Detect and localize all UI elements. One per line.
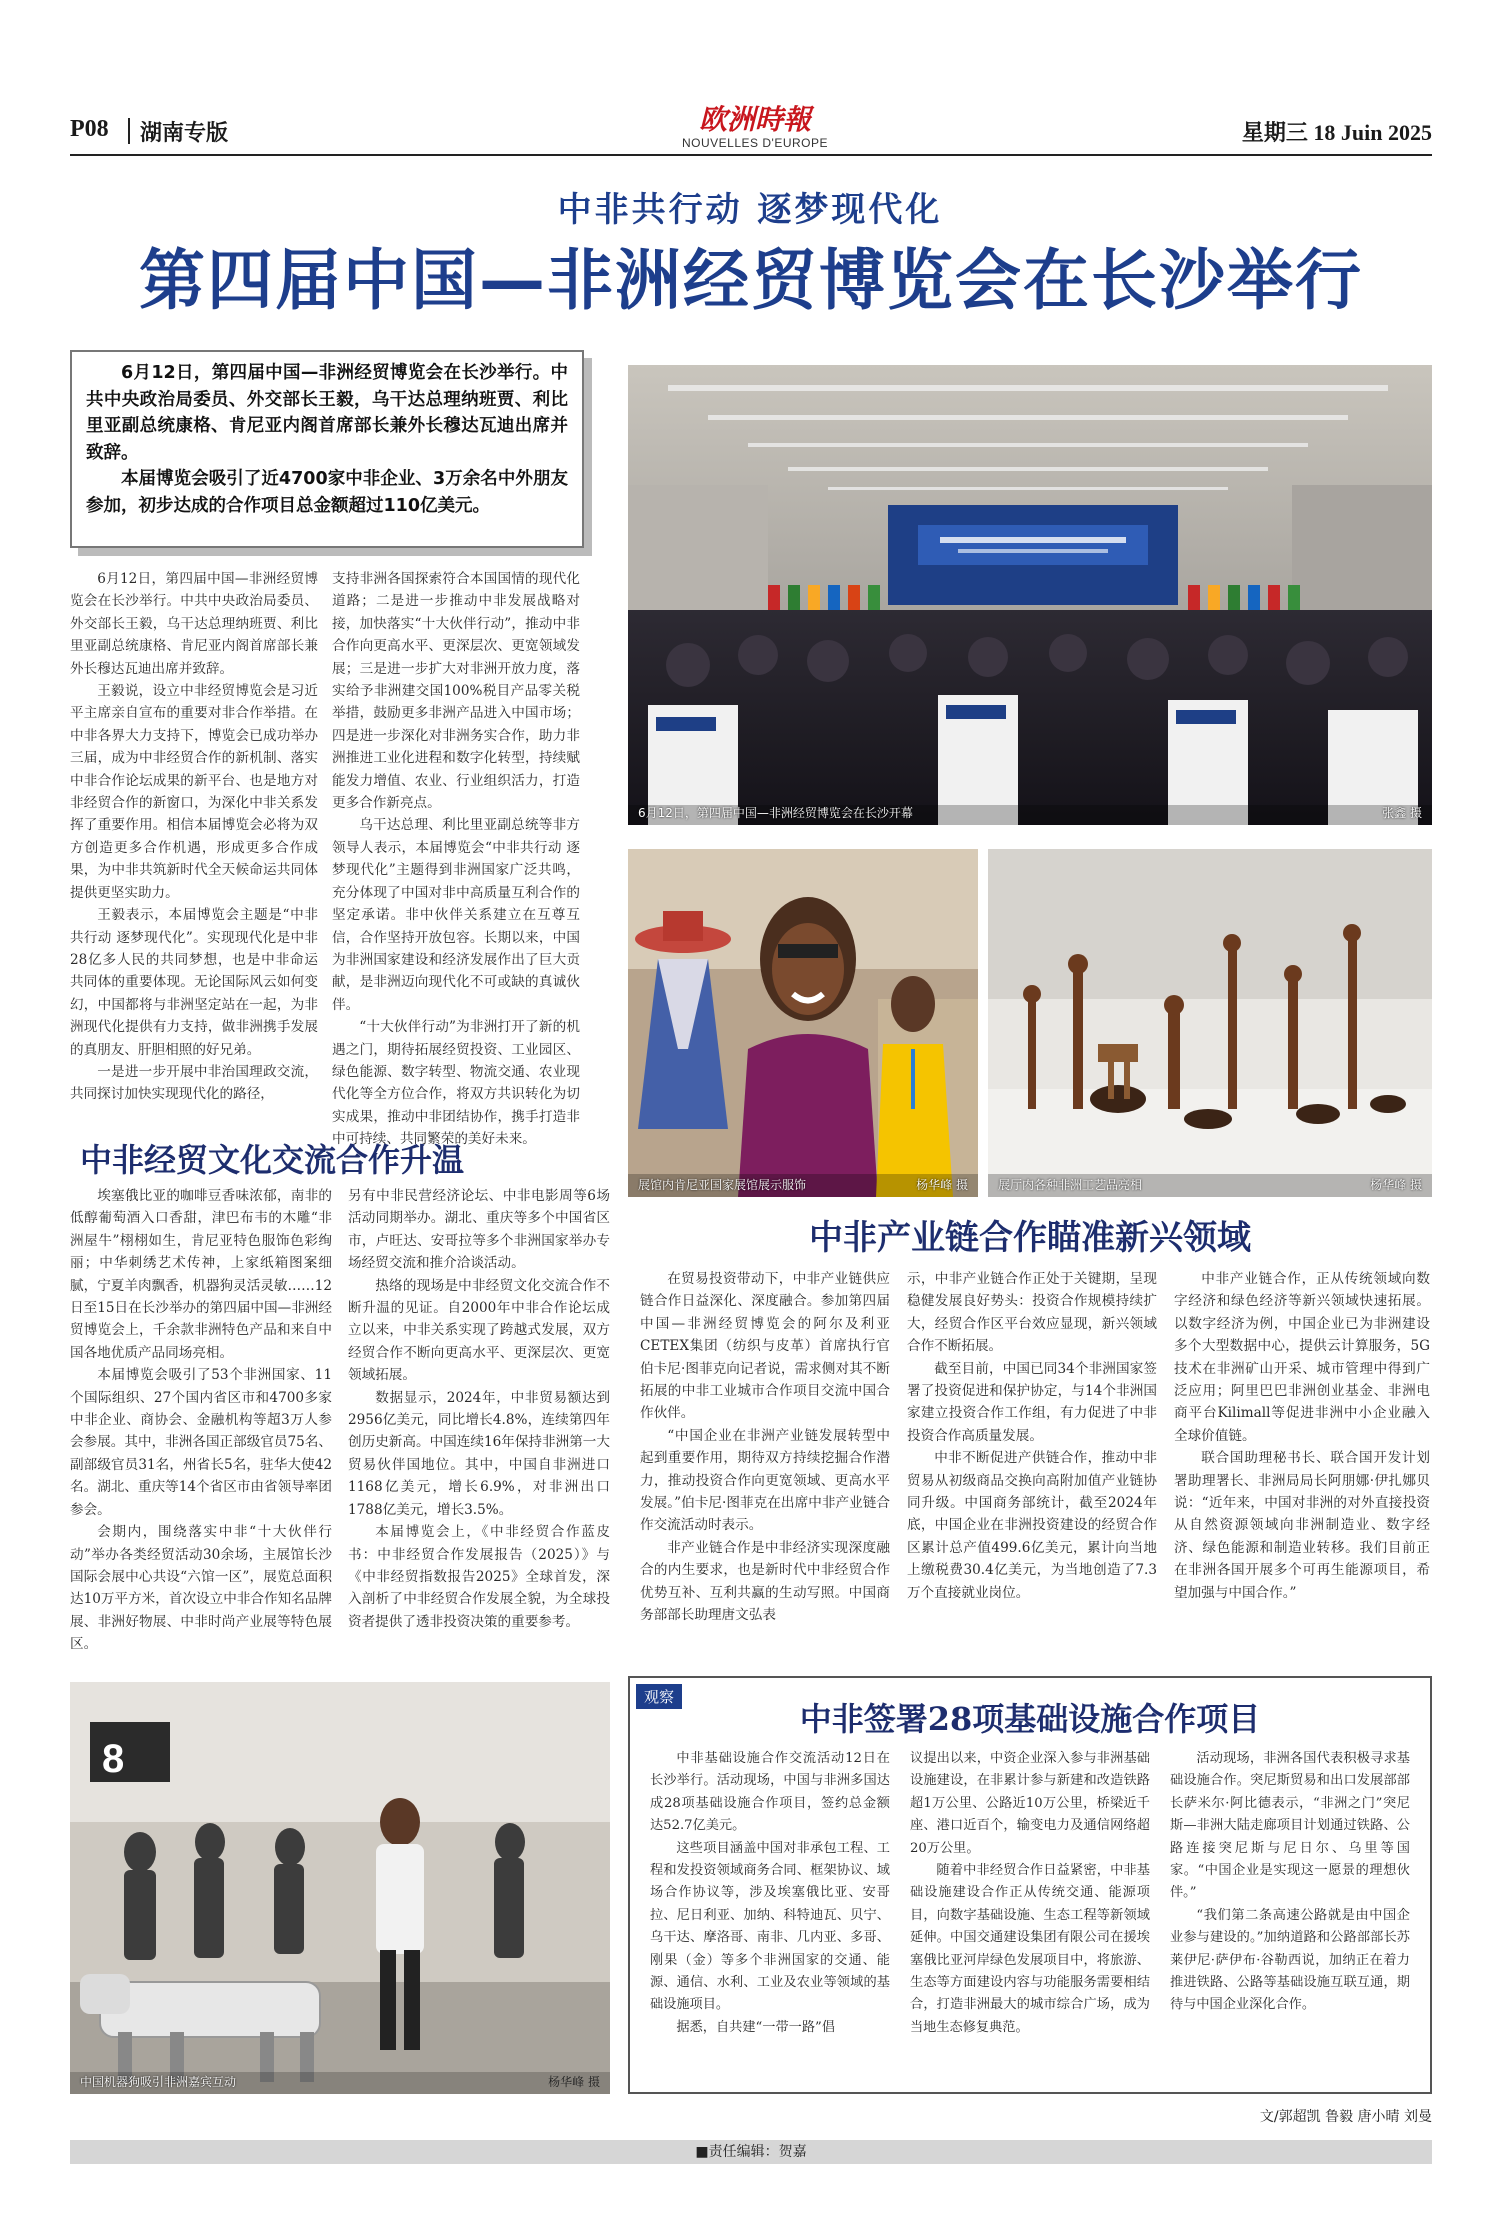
page-header (70, 103, 1432, 152)
header-divider (128, 118, 130, 144)
paragraph: 联合国助理秘书长、联合国开发计划署助理署长、非洲局局长阿朋娜·伊扎娜贝说：“近年来，中国对非洲的对外直接投资从自然资源领域向非洲制造业、数字经济、绿色能源和制造业转移。我们目前正在非洲各国开展多个可再生能源项目，希望加强与中国合作。” (1174, 1450, 1430, 1601)
lead-paragraph-2: 本届博览会吸引了近4700家中非企业、3万余名中外朋友参加，初步达成的合作项目总金额超过110亿美元。 (86, 469, 568, 516)
photo-credit: 杨华峰 摄 (548, 2075, 600, 2089)
paragraph: 非产业链合作是中非经济实现深度融合的内生要求，也是新时代中非经贸合作优势互补、互利共赢的生动写照。中国商务部部长助理唐文弘表 (640, 1539, 890, 1624)
main-article-col1 (70, 568, 318, 1130)
paragraph: 数据显示，2024年，中非贸易额达到2956亿美元，同比增长4.8%，连续第四年创历史新高。中国连续16年保持非洲第一大贸易伙伴国地位。其中，中国自非洲进口1168亿美元，增长6.9%，对非洲出口1788亿美元，增长3.5%。 (348, 1389, 610, 1518)
box-col1 (650, 1748, 890, 2088)
paragraph: 本届博览会吸引了53个非洲国家、11个国际组织、27个国内省区市和4700多家中非企业、商协会、金融机构等超3万人参会参展。其中，非洲各国正部级官员75名、副部级官员31名，州省长5名，驻华大使42名。湖北、重庆等14个省区市由省领导率团参会。 (70, 1367, 332, 1518)
page-number: P08 (70, 116, 109, 142)
photo-credit: 张鑫 摄 (1382, 806, 1422, 820)
paragraph: 活动现场，非洲各国代表积极寻求基础设施合作。突尼斯贸易和出口发展部部长萨米尔·阿比德表示，“非洲之门”突尼斯—非洲大陆走廊项目计划通过铁路、公路连接突尼斯与尼日尔、乌里等国家。“中国企业是实现这一愿景的理想伙伴。” (1170, 1751, 1410, 1901)
wood-carvings-image (988, 849, 1432, 1197)
box-title: 中非签署28项基础设施合作项目 (799, 1700, 1261, 1738)
main-article-col2 (332, 568, 580, 1148)
paragraph: 支持非洲各国探索符合本国国情的现代化道路；二是进一步推动中非发展战略对接，加快落实“十大伙伴行动”，推动中非合作向更高水平、更深层次、更宽领域发展；三是进一步扩大对非洲开放力度，落实给予非洲建交国100%税目产品零关税举措，鼓励更多非洲产品进入中国市场；四是进一步深化对非洲务实合作，助力非洲推进工业化进程和数字化转型，持续赋能发力增值、农业、行业组织活力，打造更多合作新亮点。 (332, 571, 580, 812)
editor-credit: ■责任编辑：贺嘉 (695, 2144, 807, 2160)
paragraph: “中国企业在非洲产业链发展转型中起到重要作用，期待双方持续挖掘合作潜力，推动投资合作向更宽领域、更高水平发展。”伯卡尼·图菲克在出席中非产业链合作交流活动时表示。 (640, 1427, 890, 1534)
paragraph: 示，中非产业链合作正处于关键期，呈现稳健发展良好势头：投资合作规模持续扩大，经贸合作区平台效应显现，新兴领域合作不断拓展。 (907, 1271, 1157, 1355)
photo-caption: 展厅内各种非洲工艺品亮相 (998, 1178, 1143, 1192)
section-name: 湖南专版 (140, 121, 229, 146)
section3-col2 (907, 1268, 1157, 1656)
paragraph: 中非不断促进产供链合作，推动中非贸易从初级商品交换向高附加值产业链协同升级。中国商务部统计，截至2024年底，中国企业在非洲投资建设的经贸合作区累计总产值499.6亿美元，累计向当地上缴税费30.4亿美元，为当地创造了7.3万个直接就业岗位。 (907, 1450, 1157, 1601)
box-tag: 观察 (636, 1684, 682, 1709)
paragraph: 截至目前，中国已同34个非洲国家签署了投资促进和保护协定，与14个非洲国家建立投资合作工作组，有力促进了中非投资合作高质量发展。 (907, 1360, 1157, 1444)
photo-credit: 杨华峰 摄 (1370, 1178, 1422, 1192)
masthead-logo (670, 104, 840, 150)
section-title-trade-culture: 中非经贸文化交流合作升温 (80, 1141, 465, 1179)
photo-credit: 杨华峰 摄 (916, 1178, 968, 1192)
kenya-booth-photo (628, 849, 978, 1197)
section2-col1 (70, 1185, 332, 1653)
robot-dog-photo (70, 1682, 610, 2094)
paragraph: 本届博览会上，《中非经贸合作蓝皮书：中非经贸合作发展报告（2025）》与《中非经贸指数报告2025》全球首发，深入剖析了中非经贸合作发展全貌，为全球投资者提供了透非投资决策的重要参考。 (348, 1524, 610, 1630)
paragraph: 另有中非民营经济论坛、中非电影周等6场活动同期举办。湖北、重庆等多个中国省区市，卢旺达、安哥拉等多个非洲国家举办专场经贸交流和推介洽谈活动。 (348, 1188, 610, 1272)
paragraph: 乌干达总理、利比里亚副总统等非方领导人表示，本届博览会“中非共行动 逐梦现代化”主题得到非洲国家广泛共鸣，充分体现了中国对非中高质量互利合作的坚定承诺。非中伙伴关系建立在互尊互信，合作坚持开放包容。长期以来，中国为非洲国家建设和经济发展作出了巨大贡献，是非洲迈向现代化不可或缺的真诚伙伴。 (332, 817, 580, 1013)
paragraph: 据悉，自共建“一带一路”倡 (676, 2019, 835, 2035)
paragraph: “我们第二条高速公路就是由中国企业参与建设的。”加纳道路和公路部部长苏莱伊尼·萨伊布·谷勒西说，加纳正在着力推进铁路、公路等基础设施互联互通，期待与中国企业深化合作。 (1170, 1907, 1410, 2013)
paragraph: 埃塞俄比亚的咖啡豆香味浓郁，南非的低醇葡萄酒入口香甜，津巴布韦的木雕“非洲屋牛”栩栩如生，肯尼亚特色服饰色彩绚丽；中华刺绣艺术传神，上家纸箱图案细腻，宁夏羊肉飘香，机器狗灵活灵敏……12日至15日在长沙举办的第四届中国—非洲经贸博览会上，千余款非洲特色产品和来自中国各地优质产品同场亮相。 (70, 1188, 332, 1361)
section-title-industry-chain: 中非产业链合作瞄准新兴领域 (809, 1218, 1251, 1258)
paragraph: 一是进一步开展中非治国理政交流，共同探讨加快实现现代化的路径， (70, 1063, 318, 1103)
section2-col2 (348, 1185, 610, 1645)
svg-text:8: 8 (102, 1737, 125, 1781)
photo-caption: 展馆内肯尼亚国家展馆展示服饰 (638, 1178, 807, 1192)
box-col2 (910, 1748, 1150, 2088)
photo-caption: 中国机器狗吸引非洲嘉宾互动 (80, 2075, 237, 2089)
photo-caption: 6月12日，第四届中国—非洲经贸博览会在长沙开幕 (638, 806, 913, 820)
paragraph: 中非基础设施合作交流活动12日在长沙举行。活动现场，中国与非洲多国达成28项基础设施合作项目，签约总金额达52.7亿美元。 (650, 1751, 890, 1834)
paragraph: 在贸易投资带动下，中非产业链供应链合作日益深化、深度融合。参加第四届中国—非洲经贸博览会的阿尔及利亚CETEX集团（纺织与皮革）首席执行官伯卡尼·图菲克向记者说，需求侧对其不断拓展的中非工业城市合作项目交流中国合作伙伴。 (640, 1271, 890, 1422)
headline: 第四届中国—非洲经贸博览会在长沙举行 (139, 242, 1363, 319)
lead-box (70, 350, 584, 548)
paragraph: 王毅表示，本届博览会主题是“中非共行动 逐梦现代化”。实现现代化是中非28亿多人民的共同梦想，也是中非命运共同体的重要体现。无论国际风云如何变幻，中国都将与非洲坚定站在一起，为非洲现代化提供有力支持，做非洲携手发展的真朋友、肝胆相照的好兄弟。 (70, 907, 318, 1058)
header-rule (70, 154, 1432, 156)
paragraph: 会期内，围绕落实中非“十大伙伴行动”举办各类经贸活动30余场，主展馆长沙国际会展中心共设“六馆一区”，展览总面积达10万平方米，首次设立中非合作知名品牌展、非洲好物展、中非时尚产业展等特色展区。 (70, 1524, 332, 1653)
paragraph: 6月12日，第四届中国—非洲经贸博览会在长沙举行。中共中央政治局委员、外交部长王毅，乌干达总理纳班贾、利比里亚副总统康格、肯尼亚内阁首席部长兼外长穆达瓦迪出席并致辞。 (70, 571, 318, 677)
masthead-fr: NOUVELLES D'EUROPE (682, 136, 828, 150)
paragraph: “十大伙伴行动”为非洲打开了新的机遇之门，期待拓展经贸投资、工业园区、绿色能源、数字转型、物流交通、农业现代化等全方位合作，将双方共识转化为切实成果，推动中非团结协作，携手打造非中可持续、共同繁荣的美好未来。 (332, 1019, 580, 1148)
crafts-photo (988, 849, 1432, 1197)
paragraph: 热络的现场是中非经贸文化交流合作不断升温的见证。自2000年中非合作论坛成立以来，中非关系实现了跨越式发展，双方经贸合作不断向更高水平、更深层次、更宽领域拓展。 (348, 1277, 610, 1384)
paragraph: 王毅说，设立中非经贸博览会是习近平主席亲自宣布的重要对非合作举措。在中非各界大力支持下，博览会已成功举办三届，成为中非经贸合作的新机制、落实中非合作论坛成果的新平台、也是地方对非经贸合作的新窗口，为深化中非关系发挥了重要作用。相信本届博览会必将为双方创造更多合作机遇，形成更多合作成果，为中非共筑新时代全天候命运共同体提供更坚实助力。 (70, 683, 318, 901)
observation-box (628, 1676, 1432, 2094)
paragraph: 这些项目涵盖中国对非承包工程、工程和发投资领域商务合同、框架协议、域场合作协议等，涉及埃塞俄比亚、安哥拉、尼日利亚、加纳、科特迪瓦、贝宁、乌干达、摩洛哥、南非、几内亚、多哥、刚果（金）等多个非洲国家的交通、能源、通信、水利、工业及农业等领域的基础设施项目。 (650, 1840, 890, 2013)
section3-col3 (1174, 1268, 1430, 1656)
kenya-booth-image (628, 849, 978, 1197)
masthead-cn: 欧洲時報 (698, 103, 811, 136)
lead-paragraph-1: 6月12日，第四届中国—非洲经贸博览会在长沙举行。中共中央政治局委员、外交部长王毅，乌干达总理纳班贾、利比里亚副总统康格、肯尼亚内阁首席部长兼外长穆达瓦迪出席并致辞。 (86, 363, 568, 463)
kicker: 中非共行动 逐梦现代化 (557, 190, 943, 230)
paragraph: 议提出以来，中资企业深入参与非洲基础设施建设，在非累计参与新建和改造铁路超1万公里、公路近10万公里，桥梁近千座、港口近百个，输变电力及通信网络超20万公里。 (910, 1751, 1150, 1856)
paragraph: 中非产业链合作，正从传统领域向数字经济和绿色经济等新兴领域快速拓展。以数字经济为例，中国企业已为非洲建设多个大型数据中心，提供云计算服务，5G技术在非洲矿山开采、城市管理中得到广泛应用；阿里巴巴非洲创业基金、非洲电商平台Kilimall等促进非洲中小企业融入全球价值链。 (1174, 1271, 1430, 1444)
robot-dog-image (70, 1682, 610, 2094)
byline: 文/郭超凯 鲁毅 唐小晴 刘曼 (1259, 2109, 1432, 2125)
footer-bar (70, 2140, 1432, 2164)
paragraph: 随着中非经贸合作日益紧密，中非基础设施建设合作正从传统交通、能源项目，向数字基础设施、生态工程等新领域延伸。中国交通建设集团有限公司在援埃塞俄比亚河岸绿色发展项目中，将旅游、生态等方面建设内容与功能服务需要相结合，打造非洲最大的城市综合广场，成为当地生态修复典范。 (910, 1863, 1150, 2035)
box-col3 (1170, 1748, 1410, 2088)
publication-date: 星期三 18 Juin 2025 (1241, 120, 1432, 145)
conference-photo (628, 365, 1432, 825)
section3-col1 (640, 1268, 890, 1656)
conference-hall-image (628, 365, 1432, 825)
